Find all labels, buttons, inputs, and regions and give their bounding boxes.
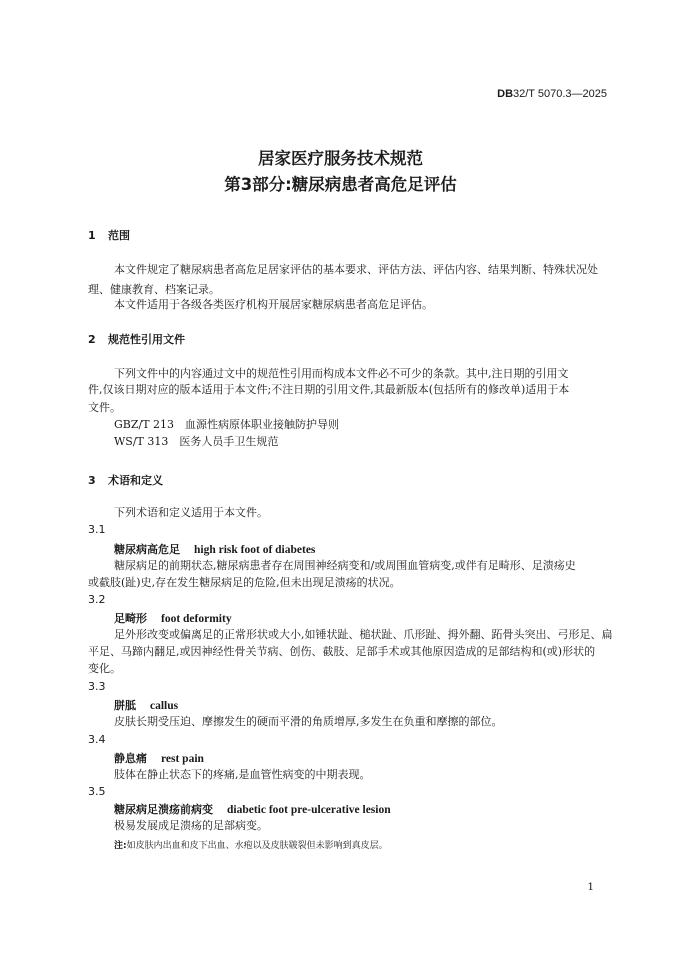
term-en: rest pain (161, 753, 204, 765)
term-definition-line: 足外形改变或偏离足的正常形状或大小,如锤状趾、槌状趾、爪形趾、拇外翻、跖骨头突出、弓形足、扁 (114, 628, 613, 641)
note-label: 注: (114, 841, 127, 851)
term-definition-line: 变化。 (88, 662, 121, 675)
term-definition-line: 糖尿病足的前期状态,糖尿病患者存在周围神经病变和/或周围血管病变,或伴有足畸形、足溃疡史 (114, 559, 576, 572)
reference-item: GBZ/T 213 血源性病原体职业接触防护导则 (114, 418, 340, 431)
term-definition-line: 肢体在静止状态下的疼痛,是血管性病变的中期表现。 (114, 768, 371, 781)
term-definition-line: 皮肤长期受压迫、摩擦发生的硬而平滑的角质增厚,多发生在负重和摩擦的部位。 (114, 715, 503, 728)
section-3-heading (88, 472, 163, 488)
document-title: 居家医疗服务技术规范 (258, 149, 423, 168)
terms-intro: 下列术语和定义适用于本文件。 (114, 506, 268, 519)
term-en: diabetic foot pre-ulcerative lesion (227, 804, 391, 816)
term-number: 3.2 (88, 593, 106, 606)
page-number: 1 (587, 881, 594, 893)
term-note (114, 838, 388, 851)
normative-paragraph-line: 件,仅该日期对应的版本适用于本文件;不注日期的引用文件,其最新版本(包括所有的修改单)适用于本 (88, 383, 570, 396)
term-en: callus (150, 700, 179, 712)
term-number: 3.5 (88, 785, 106, 798)
term-heading (114, 750, 204, 766)
term-en: high risk foot of diabetes (194, 544, 316, 556)
normative-paragraph-line: 下列文件中的内容通过文中的规范性引用而构成本文件必不可少的条款。其中,注日期的引用文 (114, 367, 569, 380)
scope-paragraph-line: 本文件规定了糖尿病患者高危足居家评估的基本要求、评估方法、评估内容、结果判断、特殊状况处 (114, 263, 598, 276)
term-heading (114, 541, 315, 557)
document-subtitle: 第3部分:糖尿病患者高危足评估 (224, 175, 457, 194)
section-title: 术语和定义 (108, 474, 163, 487)
term-number: 3.3 (88, 680, 106, 693)
standard-number-prefix: DB (497, 88, 514, 100)
term-zh: 足畸形 (114, 612, 147, 625)
section-title: 规范性引用文件 (108, 333, 185, 346)
note-text: 如皮肤内出血和皮下出血、水疱以及皮肤皲裂但未影响到真皮层。 (126, 841, 388, 851)
term-heading (114, 801, 391, 817)
reference-item: WS/T 313 医务人员手卫生规范 (114, 435, 279, 448)
section-1-heading (88, 227, 130, 243)
term-zh: 糖尿病足溃疡前病变 (114, 803, 213, 816)
term-en: foot deformity (161, 613, 232, 625)
term-definition-line: 平足、马蹄内翻足,或因神经性骨关节病、创伤、截肢、足部手术或其他原因造成的足部结构和(或)形状的 (88, 645, 596, 658)
term-definition-line: 或截肢(趾)史,存在发生糖尿病足的危险,但未出现足溃疡的状况。 (88, 576, 401, 589)
normative-paragraph-line: 文件。 (88, 401, 121, 414)
standard-number-rest: 32/T 5070.3—2025 (513, 88, 607, 100)
section-number: 2 (88, 333, 96, 346)
section-2-heading (88, 331, 185, 347)
scope-paragraph-line: 本文件适用于各级各类医疗机构开展居家糖尿病患者高危足评估。 (114, 298, 433, 311)
section-number: 3 (88, 474, 96, 487)
section-title: 范围 (108, 229, 130, 242)
term-definition-line: 极易发展成足溃疡的足部病变。 (114, 819, 268, 832)
section-number: 1 (88, 229, 96, 242)
term-zh: 糖尿病高危足 (114, 543, 180, 556)
term-heading (114, 697, 178, 713)
term-number: 3.4 (88, 733, 106, 746)
term-number: 3.1 (88, 523, 106, 536)
scope-paragraph-line: 理、健康教育、档案记录。 (88, 283, 220, 296)
term-heading (114, 610, 232, 626)
standard-number (497, 88, 607, 100)
term-zh: 静息痛 (114, 752, 147, 765)
term-zh: 胼胝 (114, 699, 136, 712)
